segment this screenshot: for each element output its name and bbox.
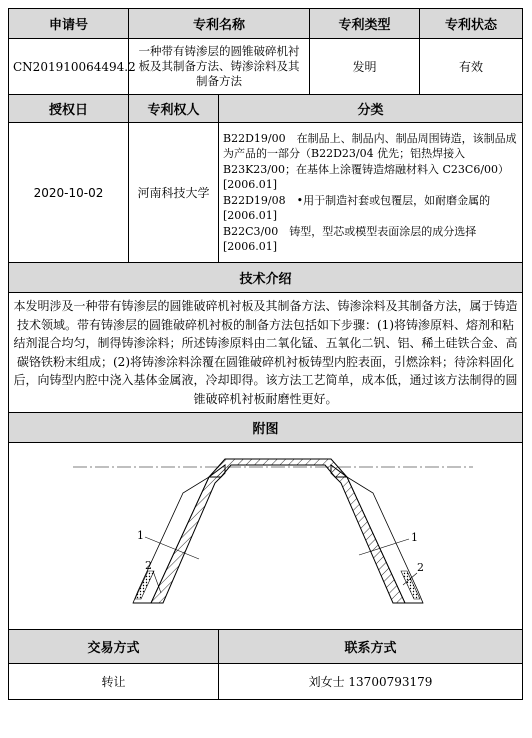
figure-header-row xyxy=(9,413,523,443)
footer-header-row xyxy=(9,630,523,664)
patent-type-value: 发明 xyxy=(310,39,420,95)
classification-item: B22D19/08 •用于制造衬套或包覆层，如耐磨金属的[2006.01] xyxy=(223,193,491,222)
contact-value: 刘女士 13700793179 xyxy=(219,664,523,700)
classification-item: B22C3/00 铸型，型芯或模型表面涂层的成分选择[2006.01] xyxy=(223,224,477,253)
figure-label-2-right: 2 xyxy=(417,561,424,574)
patent-name-label: 专利名称 xyxy=(129,9,310,39)
top-rim xyxy=(209,459,347,477)
tech-row xyxy=(9,293,523,413)
figure-label-1-right: 1 xyxy=(411,531,418,544)
patent-type-label: 专利类型 xyxy=(310,9,420,39)
classification-item: B22D19/00 在制品上、制品内、制品周围铸造，该制品成为产品的一部分（B22D23/04 优先；铝热焊接入 B23K23/00；在基体上涂覆铸造熔融材料入 C23C6/00）[2006.01] xyxy=(223,131,517,191)
patent-table xyxy=(8,8,523,700)
patent-sheet xyxy=(8,8,522,729)
patent-status-label: 专利状态 xyxy=(420,9,523,39)
patent-status-value: 有效 xyxy=(420,39,523,95)
figure-row xyxy=(9,443,523,630)
grant-date-label: 授权日 xyxy=(9,95,129,123)
figure-title: 附图 xyxy=(9,413,523,443)
header-row xyxy=(9,9,523,39)
liner-cross-section-drawing xyxy=(13,443,525,625)
left-wear-layer xyxy=(135,571,154,599)
contact-label: 联系方式 xyxy=(219,630,523,664)
holder-value: 河南科技大学 xyxy=(129,123,219,263)
tech-header-row xyxy=(9,263,523,293)
app-no-label: 申请号 xyxy=(9,9,129,39)
trade-label: 交易方式 xyxy=(9,630,219,664)
trade-value: 转让 xyxy=(9,664,219,700)
info-row xyxy=(9,123,523,263)
grant-date-value: 2020-10-02 xyxy=(9,123,129,263)
figure-label-1-left: 1 xyxy=(137,529,144,542)
figure-cell xyxy=(9,443,523,630)
patent-row xyxy=(9,39,523,95)
class-label: 分类 xyxy=(219,95,523,123)
patent-name-value: 一种带有铸渗层的圆锥破碎机衬板及其制备方法、铸渗涂料及其制备方法 xyxy=(129,39,310,95)
tech-title: 技术介绍 xyxy=(9,263,523,293)
app-no-value: CN201910064494.2 xyxy=(9,39,129,95)
header-row-2 xyxy=(9,95,523,123)
tech-description: 本发明涉及一种带有铸渗层的圆锥破碎机衬板及其制备方法、铸渗涂料及其制备方法，属于铸造技术领域。带有铸渗层的圆锥破碎机衬板的制备方法包括如下步骤：(1)将铸渗原料、熔剂和粘结剂混合均匀，制得铸渗涂料；所述铸渗原料由二氧化锰、五氧化二钒、铝、稀土硅铁合金、高碳铬铁粉末组成；(2)将铸渗涂料涂覆在圆锥破碎机衬板铸型内腔表面，引燃涂料；待涂料固化后，向铸型内腔中浇入基体金属液，冷却即得。该方法工艺简单，成本低，通过该方法制得的圆锥破碎机衬板耐磨性更好。 xyxy=(9,293,523,413)
holder-label: 专利权人 xyxy=(129,95,219,123)
leader-line-1-left xyxy=(145,537,199,559)
figure-label-2-left: 2 xyxy=(145,559,152,572)
classification-list xyxy=(219,123,523,263)
footer-row xyxy=(9,664,523,700)
